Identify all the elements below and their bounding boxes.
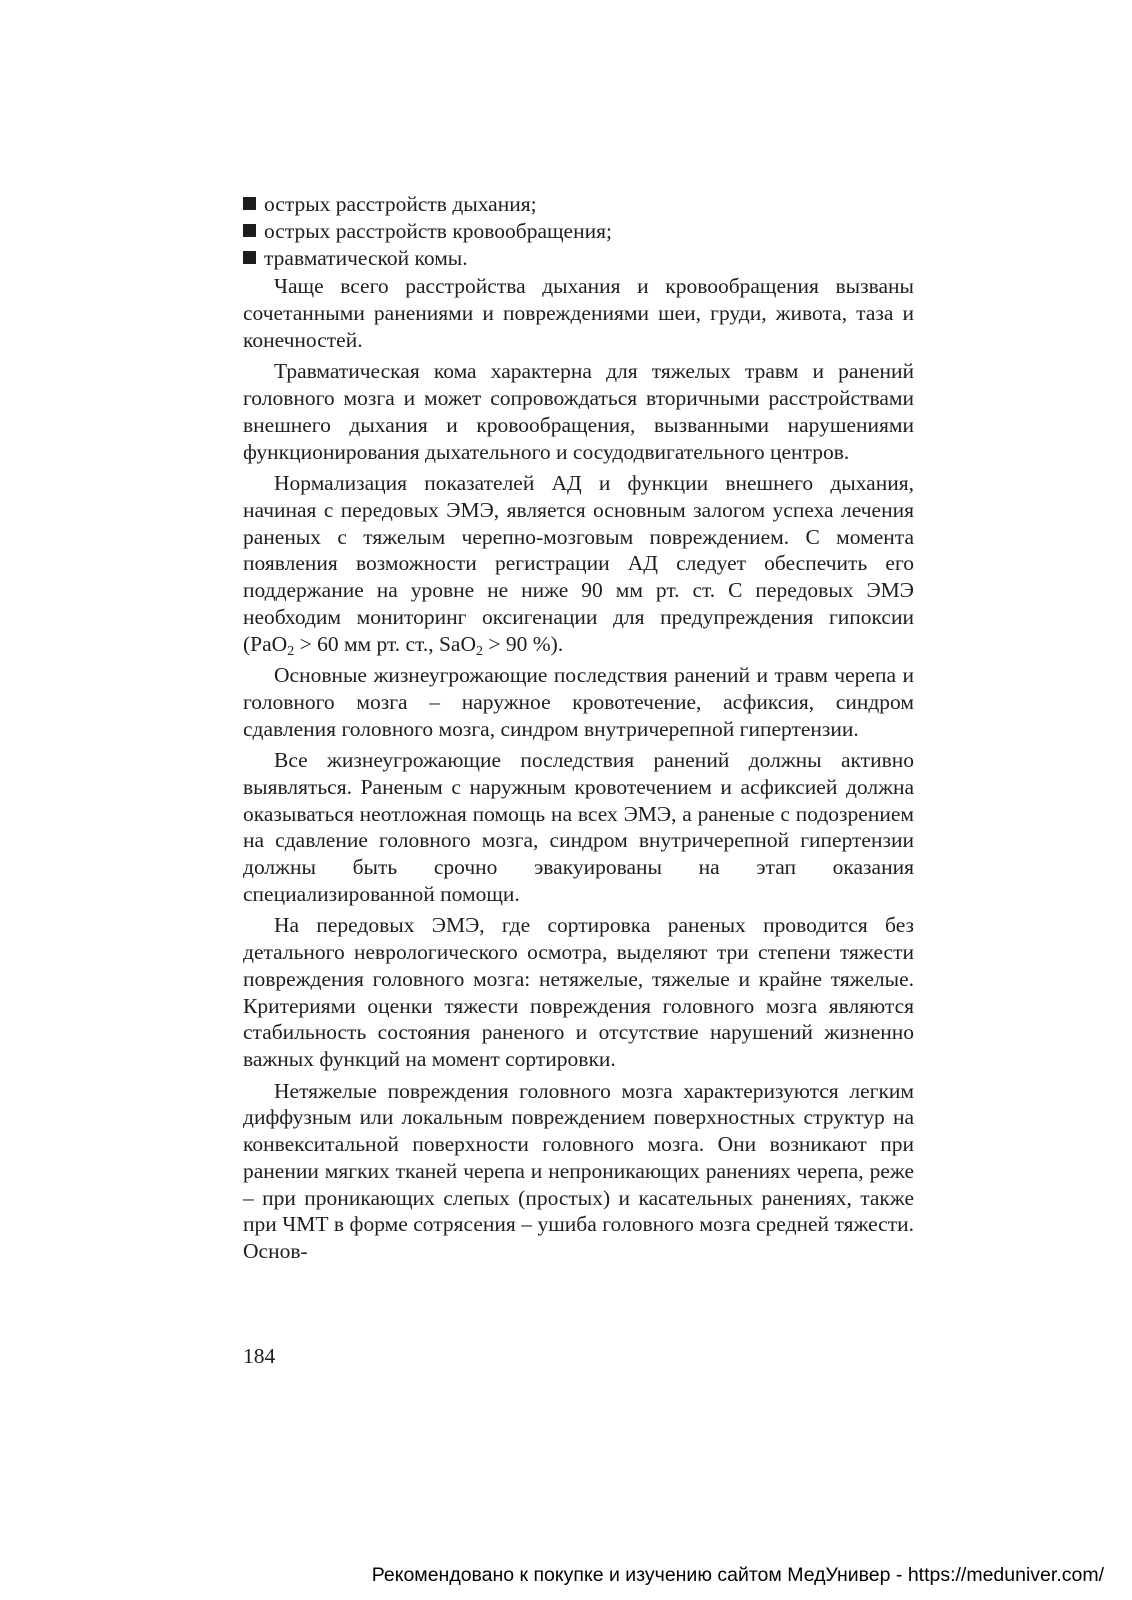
page-body <box>243 191 914 1270</box>
paragraph: Все жизнеугрожающие последствия ранений должны активно выявляться. Раненым с наружным кровотечением и асфиксией должна оказываться неотложная помощь на всех ЭМЭ, а раненые с подозрением на сдавление головного мозга, синдром внутричерепной гипертензии должны быть срочно эвакуированы на этап оказания специализированной помощи. <box>243 747 914 906</box>
paragraph: Травматическая кома характерна для тяжелых травм и ранений головного мозга и может сопровождаться вторичными расстройствами внешнего дыхания и кровообращения, вызванными нарушениями функционирования дыхательного и сосудодвигательного центров. <box>243 359 914 464</box>
paragraph: На передовых ЭМЭ, где сортировка раненых проводится без детального неврологического осмотра, выделяют три степени тяжести повреждения головного мозга: нетяжелые, тяжелые и крайне тяжелые. Критериями оценки тяжести повреждения головного мозга являются стабильность состояния раненого и отсутствие нарушений жизненно важных функций на момент сортировки. <box>243 913 914 1072</box>
square-bullet-icon <box>243 251 256 264</box>
square-bullet-icon <box>243 224 256 237</box>
paragraph: Нормализация показателей АД и функции внешнего дыхания, начиная с передовых ЭМЭ, является основным залогом успеха лечения раненых с тяжелым черепно-мозговым повреждением. С момента появления возможности регистрации АД следует обеспечить его поддержание на уровне не ниже 90 мм рт. ст. С передовых ЭМЭ необходим мониторинг оксигенации для предупреждения гипоксии (PaO$_2$ > 60 мм рт. ст., SaO$_2$ > 90 %). <box>243 470 914 659</box>
paragraph: Нетяжелые повреждения головного мозга характеризуются легким диффузным или локальным повреждением поверхностных структур на конвекситальной поверхности головного мозга. Они возникают при ранении мягких тканей черепа и непроникающих ранениях черепа, реже – при проникающих слепых (простых) и касательных ранениях, также при ЧМТ в форме сотрясения – ушиба головного мозга средней тяжести. Основ- <box>243 1078 914 1264</box>
list-item: острых расстройств дыхания; <box>243 191 914 218</box>
page-number: 184 <box>243 1344 276 1368</box>
list-item: травматической комы. <box>243 245 914 272</box>
paragraph: Чаще всего расстройства дыхания и кровообращения вызваны сочетанными ранениями и повреждениями шеи, груди, живота, таза и конечностей. <box>243 274 914 352</box>
bullet-list <box>243 191 914 271</box>
list-item: острых расстройств кровообращения; <box>243 218 914 245</box>
square-bullet-icon <box>243 197 256 210</box>
paragraph: Основные жизнеугрожающие последствия ранений и травм черепа и головного мозга – наружное кровотечение, асфиксия, синдром сдавления головного мозга, синдром внутричерепной гипертензии. <box>243 663 914 741</box>
footer-watermark: Рекомендовано к покупке и изучению сайтом МедУнивер - https://meduniver.com/ <box>371 1564 1104 1586</box>
